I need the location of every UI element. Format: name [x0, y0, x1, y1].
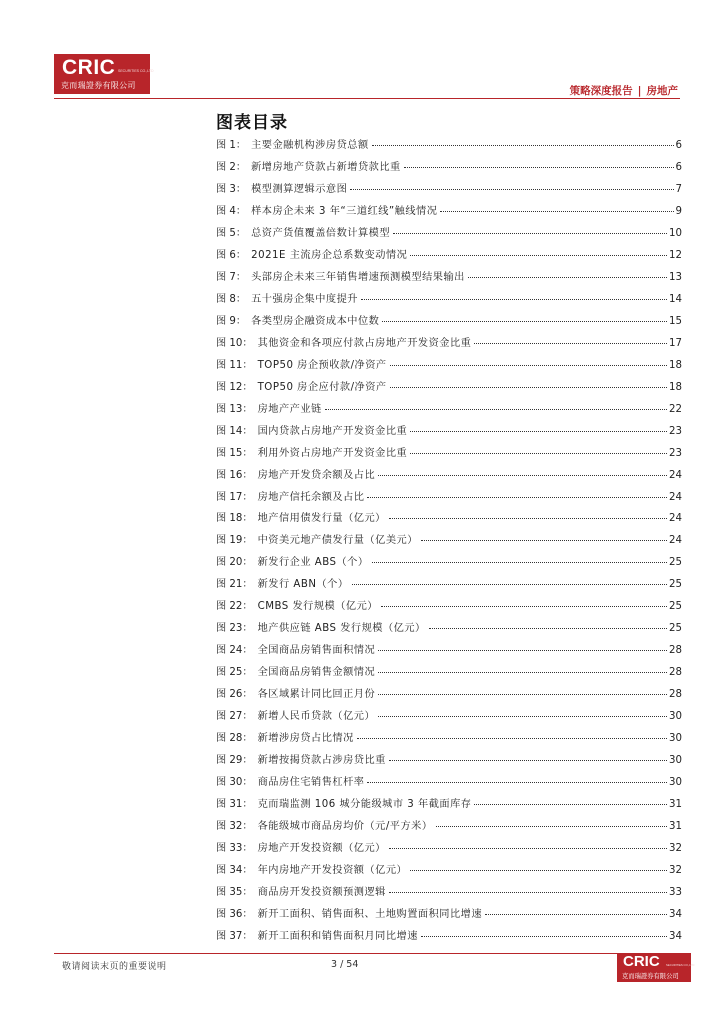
toc-leader-dots	[410, 453, 667, 454]
toc-leader-dots	[378, 672, 667, 673]
toc-entry[interactable]	[216, 883, 682, 905]
toc-entry-page: 28	[669, 667, 682, 679]
toc-entry-text: 利用外资占房地产开发资金比重	[257, 447, 408, 459]
toc-entry-text: 地产供应链 ABS 发行规模（亿元）	[257, 623, 426, 635]
toc-leader-dots	[361, 299, 667, 300]
toc-entry-page: 14	[669, 293, 682, 305]
toc-entry-page: 28	[669, 689, 682, 701]
toc-entry-page: 9	[675, 205, 682, 217]
toc-entry-page: 31	[669, 799, 682, 811]
toc-entry-page: 30	[669, 711, 682, 723]
toc-leader-dots	[367, 782, 667, 783]
toc-list	[216, 136, 682, 949]
toc-leader-dots	[421, 936, 667, 937]
toc-entry-number: 图 33：	[216, 843, 253, 854]
toc-entry-text: 各能级城市商品房均价（元/平方米）	[257, 821, 433, 833]
toc-entry-page: 32	[669, 864, 682, 876]
toc-leader-dots	[468, 277, 667, 278]
toc-entry-number: 图 12：	[216, 381, 253, 393]
toc-entry-text: 房地产开发投资额（亿元）	[257, 843, 386, 854]
toc-leader-dots	[378, 716, 667, 717]
toc-entry-text: 国内贷款占房地产开发资金比重	[257, 425, 408, 437]
footer-divider	[54, 953, 680, 954]
toc-entry-text: 新发行企业 ABS（个）	[257, 557, 369, 569]
toc-entry-number: 图 24：	[216, 645, 253, 657]
toc-entry[interactable]	[216, 729, 682, 751]
report-type: 策略深度报告	[569, 85, 633, 97]
toc-entry-number: 图 22：	[216, 601, 253, 613]
toc-leader-dots	[389, 848, 667, 849]
toc-entry-number: 图 28：	[216, 733, 253, 745]
toc-entry-text: 新增人民币贷款（亿元）	[257, 711, 376, 723]
toc-entry[interactable]	[216, 356, 682, 378]
toc-entry-page: 33	[669, 886, 682, 898]
toc-entry-page: 25	[669, 579, 682, 591]
toc-leader-dots	[350, 189, 673, 190]
toc-entry-text: TOP50 房企应付款/净资产	[257, 381, 387, 393]
toc-entry-number: 图 34：	[216, 864, 253, 876]
footer-logo-company-name: 克而瑞證券有限公司	[622, 973, 679, 980]
toc-leader-dots	[389, 892, 667, 893]
toc-entry-page: 34	[669, 930, 682, 942]
toc-entry-text: 商品房开发投资额预测逻辑	[257, 886, 386, 898]
toc-entry-page: 6	[675, 140, 682, 151]
footer-logo-brand: CRIC	[623, 953, 660, 970]
toc-entry-text: TOP50 房企预收款/净资产	[257, 359, 387, 371]
toc-entry[interactable]	[216, 817, 682, 839]
footer-disclaimer: 敬请阅读末页的重要说明	[62, 962, 167, 972]
toc-entry[interactable]	[216, 905, 682, 927]
toc-leader-dots	[421, 540, 667, 541]
toc-entry-text: 各区域累计同比回正月份	[257, 689, 376, 701]
toc-entry-text: 新增涉房贷占比情况	[257, 733, 354, 745]
toc-entry-page: 10	[669, 227, 682, 239]
toc-entry-number: 图 20：	[216, 557, 253, 569]
toc-entry-page: 34	[669, 908, 682, 920]
toc-leader-dots	[378, 475, 667, 476]
toc-entry-number: 图 23：	[216, 623, 253, 635]
toc-entry[interactable]	[216, 751, 682, 773]
toc-leader-dots	[378, 650, 667, 651]
toc-entry-number: 图 31：	[216, 799, 253, 811]
toc-entry-number: 图 36：	[216, 908, 253, 920]
toc-entry[interactable]	[216, 422, 682, 444]
toc-entry-page: 24	[669, 535, 682, 547]
toc-entry-page: 23	[669, 425, 682, 437]
logo-brand: CRIC	[62, 56, 116, 79]
toc-leader-dots	[381, 606, 667, 607]
toc-entry-text: 各类型房企融资成本中位数	[251, 315, 380, 327]
toc-entry[interactable]	[216, 268, 682, 290]
toc-leader-dots	[390, 387, 667, 388]
toc-entry-number: 图 32：	[216, 821, 253, 833]
header-divider	[54, 98, 680, 99]
toc-entry[interactable]	[216, 839, 682, 861]
toc-entry-number: 图 6：	[216, 249, 247, 261]
toc-entry-number: 图 30：	[216, 777, 253, 789]
toc-entry-number: 图 16：	[216, 469, 253, 481]
toc-entry[interactable]	[216, 641, 682, 663]
logo-company-name: 克而瑞證券有限公司	[61, 81, 136, 90]
toc-entry-page: 24	[669, 491, 682, 503]
toc-leader-dots	[372, 145, 674, 146]
toc-entry-number: 图 37：	[216, 930, 253, 942]
toc-entry[interactable]	[216, 444, 682, 466]
toc-entry[interactable]	[216, 378, 682, 400]
toc-entry-page: 28	[669, 645, 682, 657]
toc-entry[interactable]	[216, 136, 682, 158]
toc-entry-number: 图 1：	[216, 140, 247, 151]
toc-entry-text: 新增按揭贷款占涉房贷比重	[257, 755, 386, 767]
toc-entry-text: 克而瑞监测 106 城分能级城市 3 年截面库存	[257, 799, 472, 811]
toc-leader-dots	[410, 870, 667, 871]
toc-entry[interactable]	[216, 597, 682, 619]
toc-entry[interactable]	[216, 180, 682, 202]
toc-entry-number: 图 26：	[216, 689, 253, 701]
toc-entry-page: 25	[669, 601, 682, 613]
toc-entry[interactable]	[216, 509, 682, 531]
toc-entry-number: 图 2：	[216, 161, 247, 173]
toc-entry-page: 13	[669, 271, 682, 283]
toc-entry-number: 图 14：	[216, 425, 253, 437]
toc-entry-page: 25	[669, 623, 682, 635]
toc-entry-page: 31	[669, 821, 682, 833]
toc-entry-page: 25	[669, 557, 682, 569]
toc-entry-text: 头部房企未来三年销售增速预测模型结果输出	[251, 271, 465, 283]
toc-leader-dots	[485, 914, 667, 915]
toc-entry-text: 新增房地产贷款占新增贷款比重	[251, 161, 401, 173]
toc-leader-dots	[474, 804, 667, 805]
toc-leader-dots	[372, 562, 667, 563]
toc-entry-number: 图 11：	[216, 359, 253, 371]
toc-entry[interactable]	[216, 795, 682, 817]
toc-leader-dots	[325, 409, 667, 410]
toc-leader-dots	[390, 365, 667, 366]
toc-entry-number: 图 10：	[216, 337, 253, 349]
toc-entry-number: 图 25：	[216, 667, 253, 679]
toc-entry-page: 24	[669, 469, 682, 481]
toc-entry-page: 17	[669, 337, 682, 349]
toc-entry[interactable]	[216, 663, 682, 685]
toc-entry-page: 15	[669, 315, 682, 327]
toc-leader-dots	[357, 738, 667, 739]
toc-entry-page: 18	[669, 359, 682, 371]
toc-entry-number: 图 7：	[216, 271, 247, 283]
footer-logo	[617, 953, 695, 982]
toc-entry[interactable]	[216, 773, 682, 795]
toc-entry[interactable]	[216, 553, 682, 575]
toc-entry[interactable]	[216, 488, 682, 510]
toc-leader-dots	[393, 233, 667, 234]
toc-entry-number: 图 4：	[216, 205, 247, 217]
toc-entry-page: 18	[669, 381, 682, 393]
toc-entry-text: 总资产货值覆盖倍数计算模型	[251, 227, 391, 239]
toc-entry-text: 房地产信托余额及占比	[257, 491, 365, 503]
toc-title: 图表目录	[216, 113, 288, 133]
toc-leader-dots	[389, 518, 667, 519]
toc-entry-number: 图 29：	[216, 755, 253, 767]
toc-entry-text: 年内房地产开发投资额（亿元）	[257, 864, 408, 876]
toc-leader-dots	[389, 760, 667, 761]
toc-entry[interactable]	[216, 466, 682, 488]
toc-leader-dots	[440, 211, 673, 212]
toc-leader-dots	[436, 826, 668, 827]
toc-leader-dots	[382, 321, 667, 322]
toc-entry[interactable]	[216, 400, 682, 422]
toc-entry[interactable]	[216, 312, 682, 334]
toc-entry-text: CMBS 发行规模（亿元）	[257, 601, 378, 613]
toc-entry[interactable]	[216, 334, 682, 356]
page-number: 3 / 54	[331, 959, 359, 970]
toc-entry[interactable]	[216, 158, 682, 180]
toc-entry-text: 地产信用债发行量（亿元）	[257, 513, 386, 525]
toc-leader-dots	[352, 584, 668, 585]
toc-entry-number: 图 9：	[216, 315, 247, 327]
report-header	[570, 83, 678, 98]
toc-entry-page: 23	[669, 447, 682, 459]
toc-entry-text: 五十强房企集中度提升	[251, 293, 358, 305]
toc-entry-number: 图 3：	[216, 183, 247, 195]
toc-leader-dots	[410, 255, 667, 256]
toc-leader-dots	[429, 628, 667, 629]
toc-entry-text: 主要金融机构涉房贷总额	[251, 140, 369, 151]
toc-entry-number: 图 17：	[216, 491, 253, 503]
toc-entry-number: 图 18：	[216, 513, 253, 525]
toc-entry-page: 30	[669, 755, 682, 767]
toc-entry-number: 图 27：	[216, 711, 253, 723]
header-separator: |	[637, 85, 642, 97]
toc-entry[interactable]	[216, 575, 682, 597]
toc-entry[interactable]	[216, 224, 682, 246]
toc-entry-page: 30	[669, 777, 682, 789]
toc-entry[interactable]	[216, 202, 682, 224]
toc-entry-text: 模型测算逻辑示意图	[251, 183, 348, 195]
toc-entry-page: 30	[669, 733, 682, 745]
toc-entry-text: 样本房企未来 3 年“三道红线”触线情况	[251, 205, 438, 217]
toc-entry-number: 图 35：	[216, 886, 253, 898]
toc-entry[interactable]	[216, 290, 682, 312]
toc-entry-page: 6	[675, 161, 682, 173]
company-logo	[54, 54, 154, 94]
toc-entry-text: 全国商品房销售面积情况	[257, 645, 376, 657]
toc-entry-number: 图 15：	[216, 447, 253, 459]
toc-entry-number: 图 13：	[216, 403, 253, 415]
footer-logo-tagline: SECURITIES CO.,LTD	[666, 963, 695, 967]
toc-entry-number: 图 21：	[216, 579, 253, 591]
logo-tagline: SECURITIES CO.,LTD	[118, 69, 154, 73]
toc-entry-text: 2021E 主流房企总系数变动情况	[251, 249, 408, 261]
toc-entry-text: 其他资金和各项应付款占房地产开发资金比重	[257, 337, 472, 349]
toc-entry-page: 32	[669, 843, 682, 854]
toc-entry[interactable]	[216, 927, 682, 949]
toc-entry[interactable]	[216, 246, 682, 268]
toc-leader-dots	[378, 694, 667, 695]
toc-entry-text: 房地产开发贷余额及占比	[257, 469, 376, 481]
toc-entry-page: 24	[669, 513, 682, 525]
toc-entry[interactable]	[216, 707, 682, 729]
toc-entry-text: 房地产产业链	[257, 403, 322, 415]
toc-entry-page: 12	[669, 249, 682, 261]
toc-entry-text: 新开工面积和销售面积月同比增速	[257, 930, 418, 942]
toc-entry-text: 全国商品房销售金额情况	[257, 667, 376, 679]
toc-leader-dots	[474, 343, 667, 344]
toc-entry[interactable]	[216, 531, 682, 553]
toc-entry[interactable]	[216, 861, 682, 883]
toc-entry-page: 7	[675, 183, 682, 195]
toc-entry-text: 中资美元地产债发行量（亿美元）	[257, 535, 418, 547]
toc-entry[interactable]	[216, 619, 682, 641]
toc-entry-number: 图 19：	[216, 535, 253, 547]
report-sector: 房地产	[646, 85, 678, 97]
toc-entry[interactable]	[216, 685, 682, 707]
toc-entry-page: 22	[669, 403, 682, 415]
toc-entry-text: 商品房住宅销售杠杆率	[257, 777, 365, 789]
toc-leader-dots	[367, 497, 667, 498]
toc-entry-text: 新开工面积、销售面积、土地购置面积同比增速	[257, 908, 483, 920]
toc-leader-dots	[404, 167, 674, 168]
toc-entry-number: 图 8：	[216, 293, 247, 305]
toc-entry-number: 图 5：	[216, 227, 247, 239]
toc-leader-dots	[410, 431, 667, 432]
toc-entry-text: 新发行 ABN（个）	[257, 579, 349, 591]
